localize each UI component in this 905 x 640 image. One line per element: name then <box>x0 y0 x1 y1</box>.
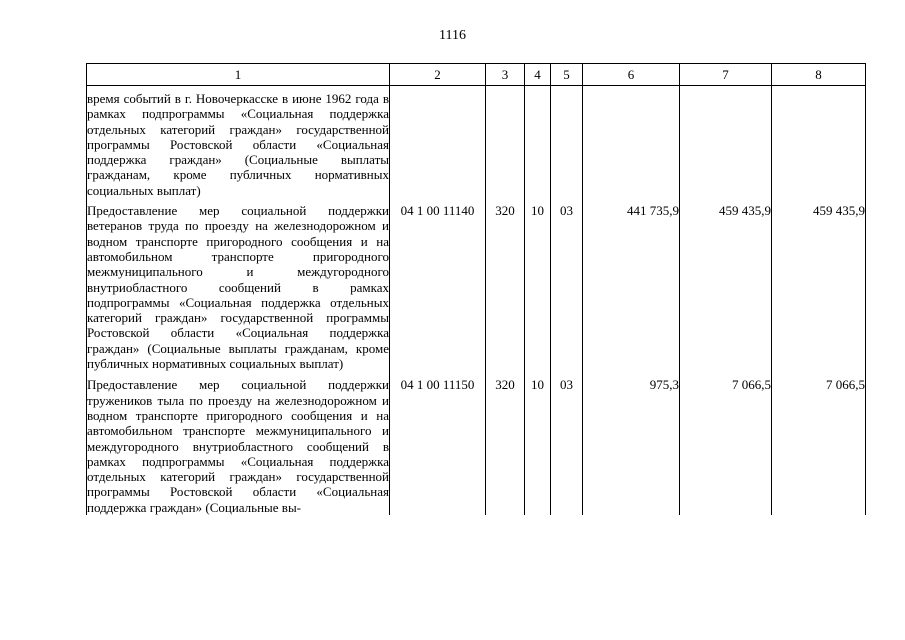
row-subsection: 03 <box>551 375 583 515</box>
row-description: время событий в г. Новочеркасске в июне 1962 года в рамках подпрограммы «Социальная поддержка отдельных категорий граждан» государственной программы Ростовской области «Социальная поддержка граждан» (Социальные выплаты гражданам, кроме публичных нормативных социальных выплат) <box>87 86 390 202</box>
col-header-8: 8 <box>772 64 866 86</box>
row-target-code: 04 1 00 11150 <box>390 375 486 515</box>
row-amount-3: 459 435,9 <box>772 201 866 375</box>
row-subsection <box>551 86 583 202</box>
row-amount-1 <box>583 86 680 202</box>
row-expense-type: 320 <box>486 375 525 515</box>
row-amount-3 <box>772 86 866 202</box>
col-header-6: 6 <box>583 64 680 86</box>
col-header-7: 7 <box>680 64 772 86</box>
row-expense-type: 320 <box>486 201 525 375</box>
row-amount-1: 975,3 <box>583 375 680 515</box>
row-amount-3: 7 066,5 <box>772 375 866 515</box>
table-row <box>87 86 866 202</box>
row-section: 10 <box>525 375 551 515</box>
row-section <box>525 86 551 202</box>
row-target-code <box>390 86 486 202</box>
table-row <box>87 375 866 515</box>
row-description: Предоставление мер социальной поддержки тружеников тыла по проезду на железнодорожном и водном транспорте пригородного сообщения и на автомобильном транспорте межмуниципального и междугородного внутриобластного сообщений в рамках подпрограммы «Социальная поддержка отдельных категорий граждан» государственной программы Ростовской области «Социальная поддержка граждан» (Социальные вы- <box>87 377 389 515</box>
row-description: Предоставление мер социальной поддержки ветеранов труда по проезду на железнодорожном и водном транспорте пригородного сообщения и на автомобильном транспорте пригородного межмуниципального и междугородного внутриобластного сообщений в рамках подпрограммы «Социальная поддержка отдельных категорий граждан» государственной программы Ростовской области «Социальная поддержка граждан» (Социальные выплаты гражданам, кроме публичных нормативных социальных выплат) <box>87 201 390 375</box>
row-subsection: 03 <box>551 201 583 375</box>
row-amount-2 <box>680 86 772 202</box>
page-number: 1116 <box>439 28 466 43</box>
row-amount-2: 459 435,9 <box>680 201 772 375</box>
col-header-5: 5 <box>551 64 583 86</box>
col-header-3: 3 <box>486 64 525 86</box>
table-row <box>87 201 866 375</box>
row-target-code: 04 1 00 11140 <box>390 201 486 375</box>
col-header-4: 4 <box>525 64 551 86</box>
col-header-1: 1 <box>87 64 390 86</box>
col-header-2: 2 <box>390 64 486 86</box>
row-expense-type <box>486 86 525 202</box>
row-amount-1: 441 735,9 <box>583 201 680 375</box>
budget-table <box>86 63 866 515</box>
row-section: 10 <box>525 201 551 375</box>
row-amount-2: 7 066,5 <box>680 375 772 515</box>
header-row <box>87 64 866 86</box>
